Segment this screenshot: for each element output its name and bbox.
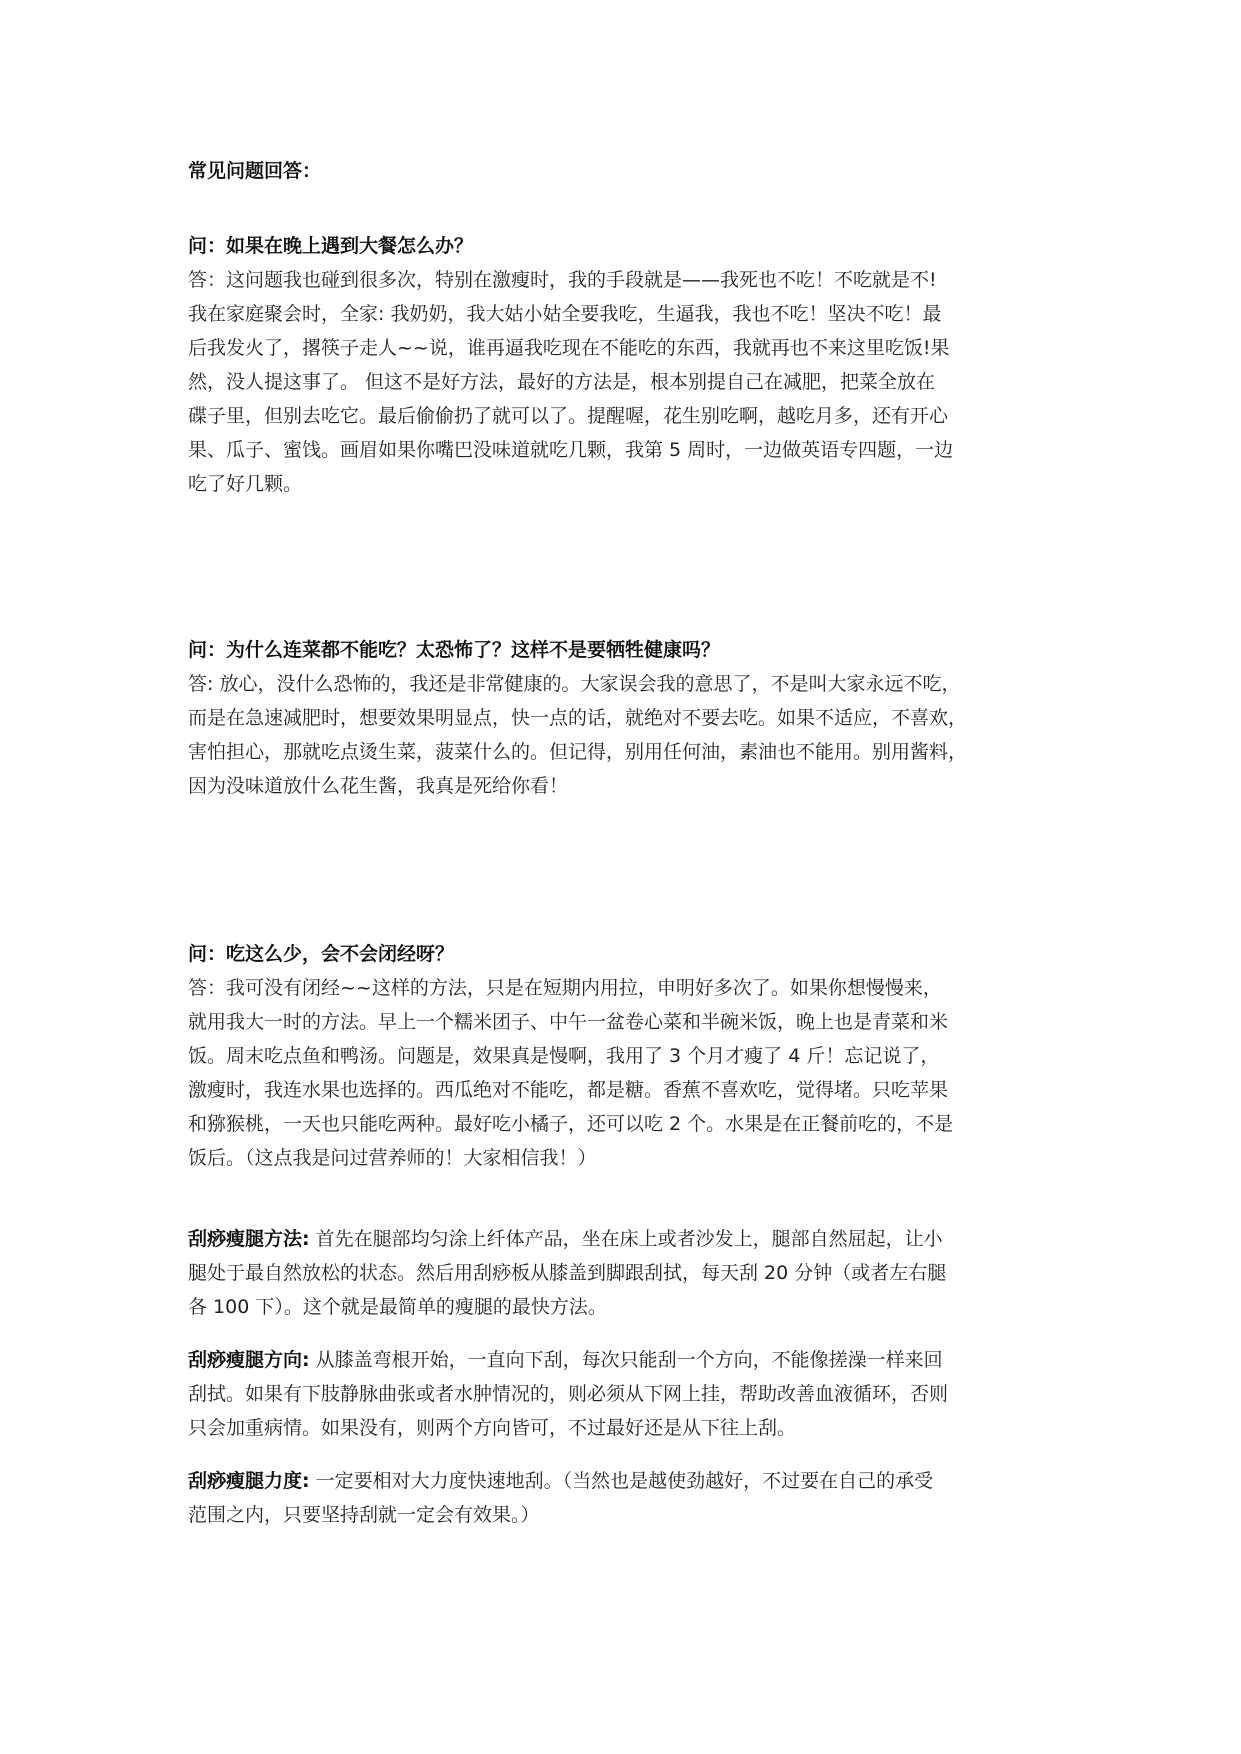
tip-first-line xyxy=(188,1343,1060,1377)
tip-line: 腿处于最自然放松的状态。然后用刮痧板从膝盖到脚跟刮拭，每天刮 20 分钟（或者左右腿 xyxy=(188,1262,947,1284)
answer-line: 然，没人提这事了。 但这不是好方法，最好的方法是，根本别提自己在减肥，把菜全放在 xyxy=(188,371,936,393)
qa-item-3 xyxy=(188,937,1060,1175)
qa-item-2 xyxy=(188,633,1060,803)
answer-line: 和猕猴桃，一天也只能吃两种。最好吃小橘子，还可以吃 2 个。水果是在正餐前吃的，不是 xyxy=(188,1113,954,1135)
answer-line: 吃了好几颗。 xyxy=(188,473,303,495)
tip-line: 各 100 下）。这个就是最简单的瘦腿的最快方法。 xyxy=(188,1296,607,1318)
answer-line: 果、瓜子、蜜饯。画眉如果你嘴巴没味道就吃几颗，我第 5 周时，一边做英语专四题，一边 xyxy=(188,439,954,461)
question: 问：为什么连菜都不能吃？太恐怖了？这样不是要牺牲健康吗？ xyxy=(188,639,721,661)
qa-item-1 xyxy=(188,229,1060,501)
tip-line: 范围之内，只要坚持刮就一定会有效果。） xyxy=(188,1504,540,1526)
tip-first-line xyxy=(188,1222,1060,1256)
answer-line: 激瘦时，我连水果也选择的。西瓜绝对不能吃，都是糖。香蕉不喜欢吃，觉得堵。只吃苹果 xyxy=(188,1079,949,1101)
answer-line: 就用我大一时的方法。早上一个糯米团子、中午一盆卷心菜和半碗米饭，晚上也是青菜和米 xyxy=(188,1011,949,1033)
question: 问：吃这么少，会不会闭经呀？ xyxy=(188,943,455,965)
tip-text: 首先在腿部均匀涂上纤体产品，坐在床上或者沙发上，腿部自然屈起，让小 xyxy=(309,1228,943,1250)
page-title: 常见问题回答： xyxy=(188,160,322,182)
answer-line: 答: 放心，没什么恐怖的，我还是非常健康的。大家误会我的意思了，不是叫大家永远不吃， xyxy=(188,673,961,695)
answer-line: 饭。周末吃点鱼和鸭汤。问题是，效果真是慢啊，我用了 3 个月才瘦了 4 斤！忘记说了， xyxy=(188,1045,940,1067)
answer-line: 我在家庭聚会时，全家: 我奶奶，我大姑小姑全要我吃，生逼我，我也不吃！坚决不吃！最 xyxy=(188,303,942,325)
answer-line: 饭后。（这点我是问过营养师的！大家相信我！） xyxy=(188,1147,597,1169)
tip-label: 刮痧瘦腿方向: xyxy=(188,1349,310,1371)
answer-line: 后我发火了，撂筷子走人~~说，谁再逼我吃现在不能吃的东西，我就再也不来这里吃饭!果 xyxy=(188,337,950,359)
tip-method xyxy=(188,1222,1060,1324)
answer-line: 碟子里，但别去吃它。最后偷偷扔了就可以了。提醒喔，花生别吃啊，越吃月多，还有开心 xyxy=(188,405,949,427)
tip-text: 从膝盖弯根开始，一直向下刮，每次只能刮一个方向，不能像搓澡一样来回 xyxy=(309,1349,943,1371)
tip-direction xyxy=(188,1343,1060,1445)
tip-text: 一定要相对大力度快速地刮。（当然也是越使劲越好，不过要在自己的承受 xyxy=(309,1470,934,1492)
answer-line: 害怕担心，那就吃点烫生菜，菠菜什么的。但记得，别用任何油，素油也不能用。别用酱料， xyxy=(188,741,968,763)
answer-line: 因为没味道放什么花生酱，我真是死给你看！ xyxy=(188,775,569,797)
answer-line: 而是在急速减肥时，想要效果明显点，快一点的话，就绝对不要去吃。如果不适应，不喜欢， xyxy=(188,707,968,729)
tip-line: 刮拭。如果有下肢静脉曲张或者水肿情况的，则必须从下网上挂，帮助改善血液循环，否则 xyxy=(188,1383,949,1405)
tip-label: 刮痧瘦腿力度: xyxy=(188,1470,310,1492)
tip-first-line xyxy=(188,1464,1060,1498)
answer-line: 答：这问题我也碰到很多次，特别在激瘦时，我的手段就是——我死也不吃！不吃就是不! xyxy=(188,269,937,291)
question: 问：如果在晚上遇到大餐怎么办？ xyxy=(188,235,474,257)
answer-line: 答：我可没有闭经~~这样的方法，只是在短期内用拉，申明好多次了。如果你想慢慢来， xyxy=(188,977,942,999)
tip-strength xyxy=(188,1464,1060,1532)
tip-line: 只会加重病情。如果没有，则两个方向皆可，不过最好还是从下往上刮。 xyxy=(188,1417,797,1439)
tip-label: 刮痧瘦腿方法: xyxy=(188,1228,310,1250)
